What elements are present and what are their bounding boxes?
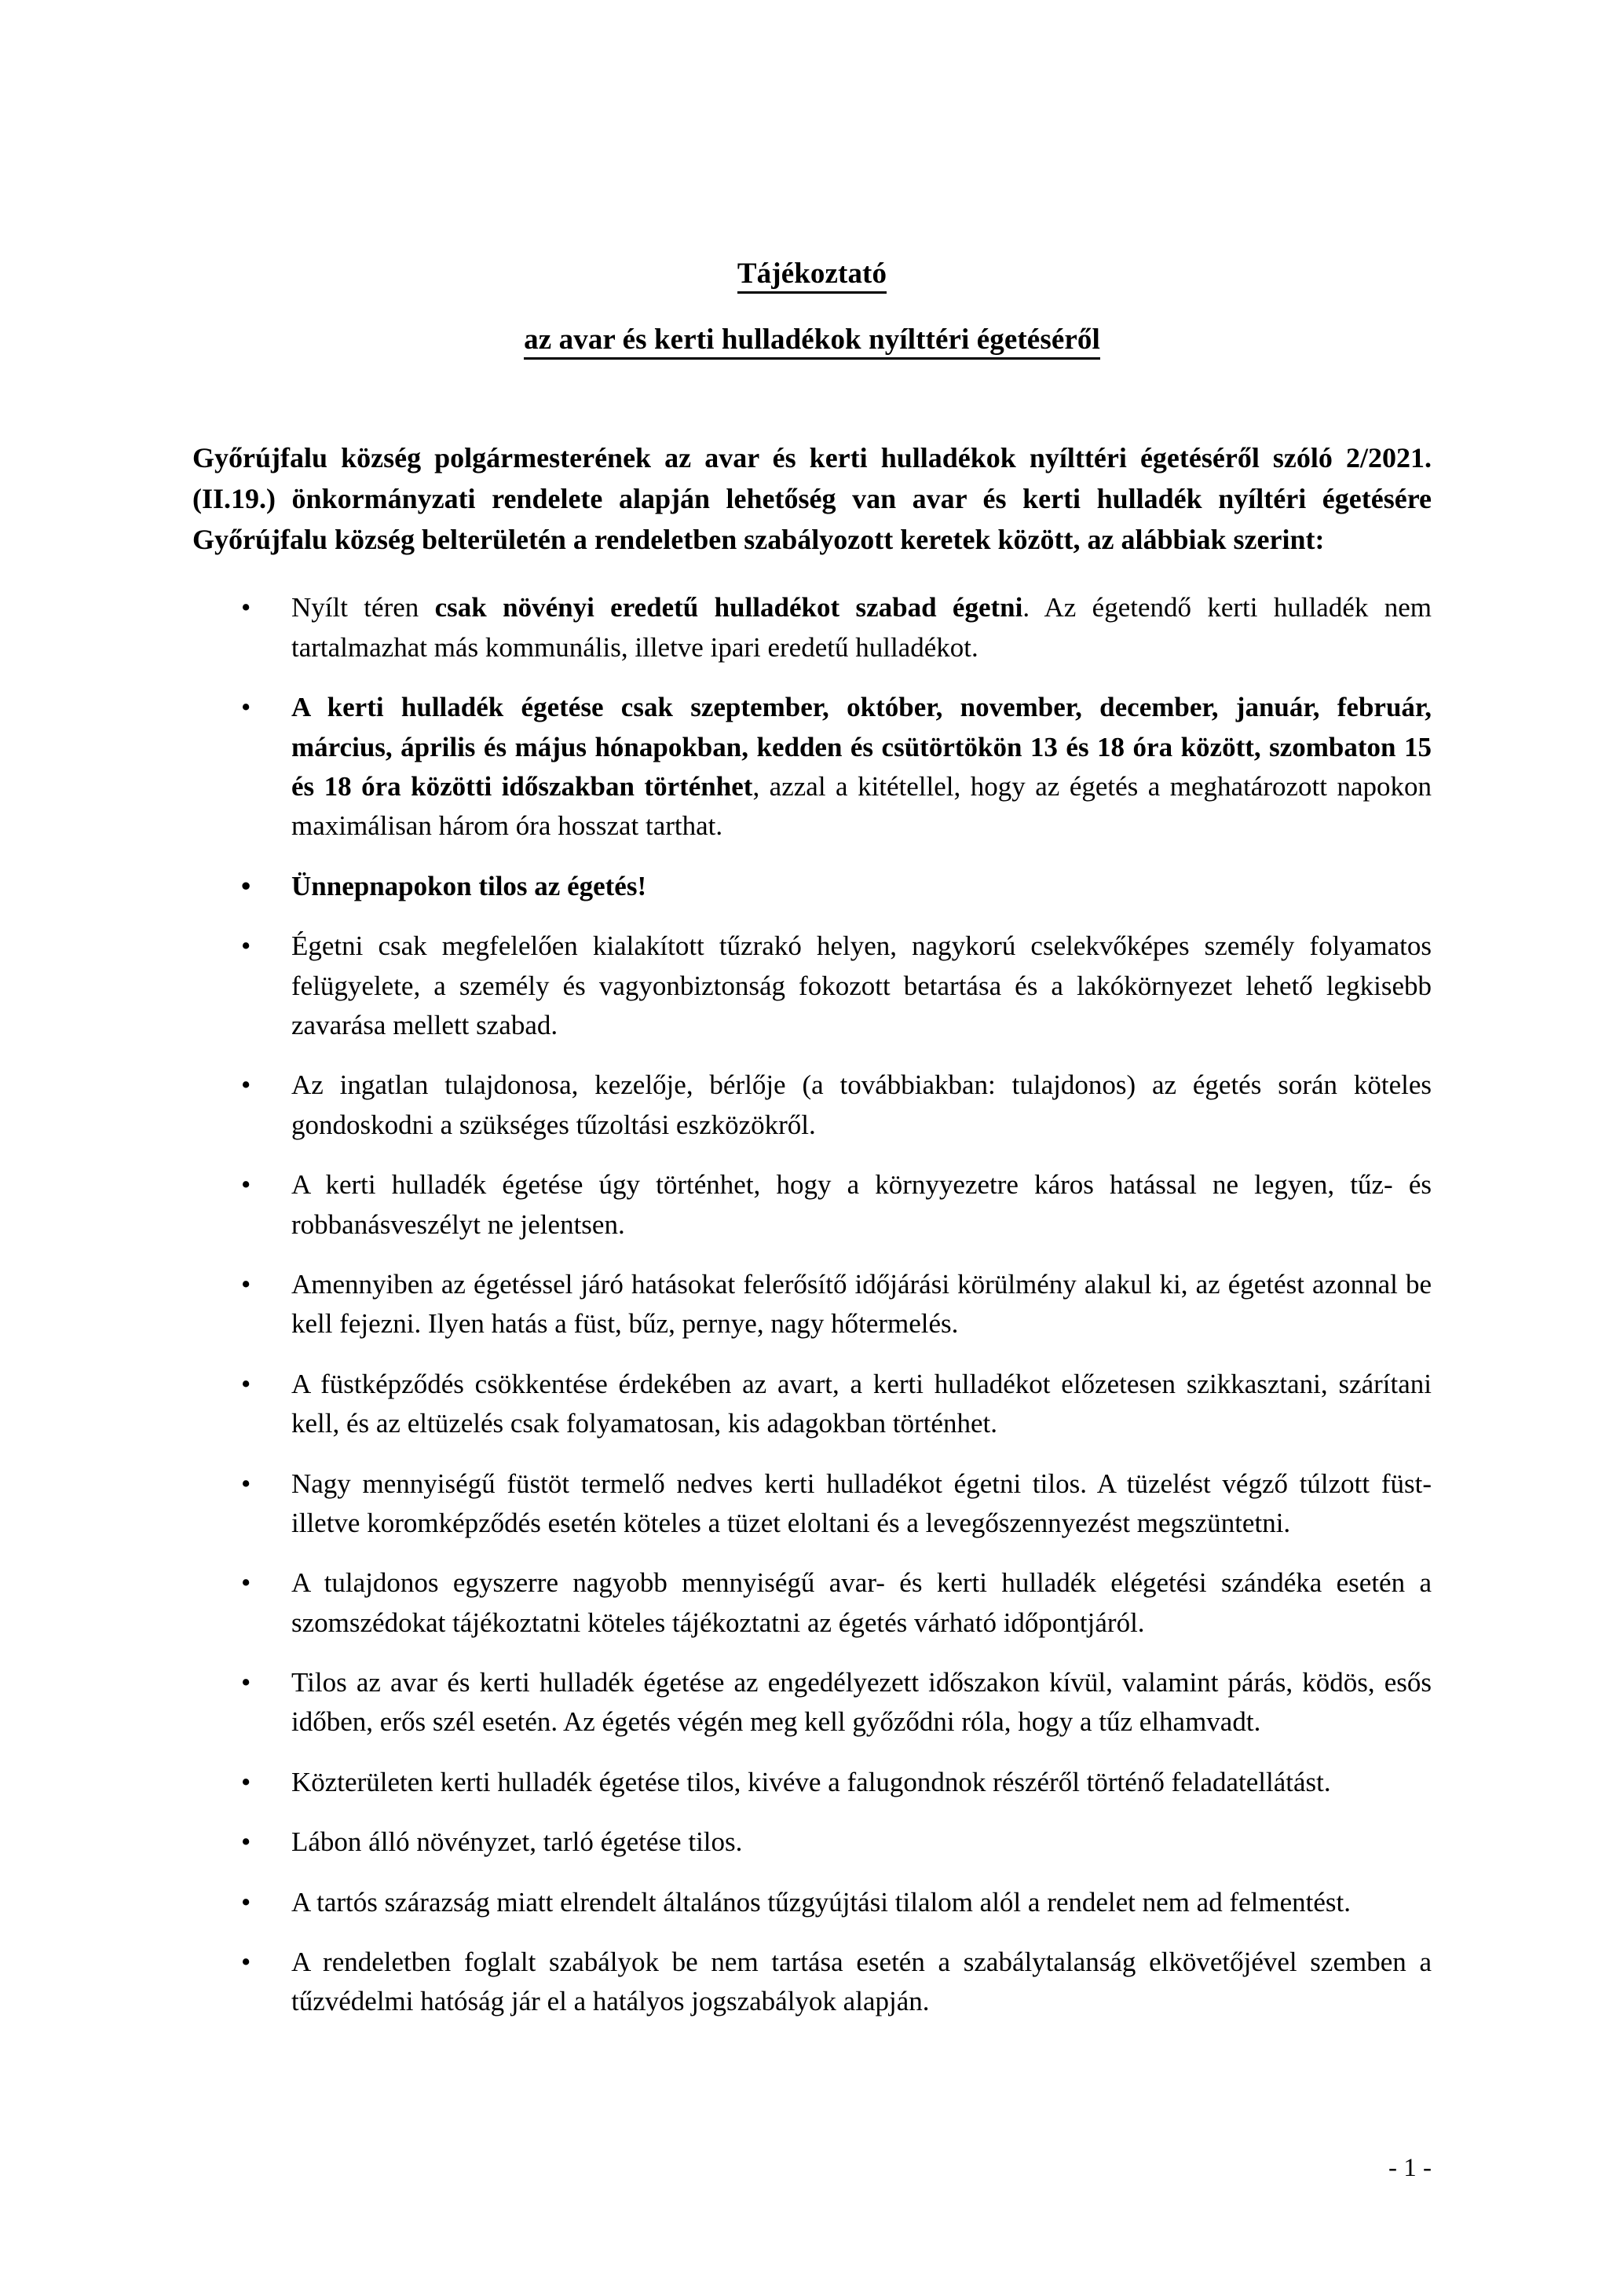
page-number: - 1 - xyxy=(1388,2154,1432,2182)
list-item xyxy=(192,588,1432,667)
bullet-marker-icon: • xyxy=(241,1886,251,1918)
document-title xyxy=(192,259,1432,294)
list-item-text-lead: A rendeletben foglalt szabályok be nem tartása esetén a szabálytalanság elkövetőjével szemben a tűzvédelmi hatóság jár el a hatályos jogszabályok alapján. xyxy=(291,1947,1432,2017)
list-item xyxy=(192,1943,1432,2022)
list-item xyxy=(192,1165,1432,1245)
list-item xyxy=(192,927,1432,1045)
list-item xyxy=(192,1823,1432,1862)
list-item-text xyxy=(291,1767,1331,1797)
rules-bullet-list xyxy=(192,588,1432,2021)
bullet-marker-icon: • xyxy=(241,930,251,962)
bullet-marker-icon: • xyxy=(241,1468,251,1499)
list-item xyxy=(192,1365,1432,1444)
list-item-text-lead: Közterületen kerti hulladék égetése tilos, kivéve a falugondnok részéről történő feladatellátást. xyxy=(291,1766,1331,1797)
list-item-text-lead: Tilos az avar és kerti hulladék égetése az engedélyezett időszakon kívül, valamint párás, ködös, esős időben, erős szél esetén. Az égetés végén meg kell győződni róla, hogy a tűz elhamvadt. xyxy=(291,1667,1432,1738)
list-item-text-emphasis: Ünnepnapokon tilos az égetés! xyxy=(291,870,647,901)
document-subtitle xyxy=(192,325,1432,360)
list-item-text-emphasis: A kerti hulladék égetése csak szeptember, október, november, december, január, február, március, április és május hónapokban, kedden és csütörtökön 13 és 18 óra között, szombaton 15 és 18 óra közötti időszakban történhet xyxy=(291,692,1432,803)
bullet-marker-icon: • xyxy=(241,870,251,901)
list-item-text-lead: Amennyiben az égetéssel járó hatásokat felerősítő időjárási körülmény alakul ki, az égetést azonnal be kell fejezni. Ilyen hatás a füst, bűz, pernye, nagy hőtermelés. xyxy=(291,1268,1432,1340)
list-item-text xyxy=(291,1567,1432,1637)
list-item-text xyxy=(291,1169,1432,1239)
bullet-marker-icon: • xyxy=(241,592,251,623)
list-item-text-lead: Nyílt téren xyxy=(291,592,435,623)
list-item-text-lead: A tartós szárazság miatt elrendelt általános tűzgyújtási tilalom alól a rendelet nem ad felmentést. xyxy=(291,1886,1351,1918)
list-item xyxy=(192,1066,1432,1145)
list-item-text xyxy=(291,1947,1432,2016)
page-footer xyxy=(192,2153,1432,2184)
list-item xyxy=(192,1265,1432,1344)
title-block xyxy=(192,0,1432,360)
bullet-marker-icon: • xyxy=(241,1766,251,1797)
list-item-text-tail: . Az égetendő kerti hulladék nem tartalmazhat más kommunális, illetve ipari eredetű hulladékot. xyxy=(291,592,1432,663)
list-item xyxy=(192,1563,1432,1643)
list-item xyxy=(192,688,1432,846)
list-item-text xyxy=(291,692,1432,841)
bullet-marker-icon: • xyxy=(241,1567,251,1599)
list-item xyxy=(192,1663,1432,1742)
list-item-text-lead: Égetni csak megfelelően kialakított tűzrakó helyen, nagykorú cselekvőképes személy folyamatos felügyelete, a személy és vagyonbiztonság fokozott betartása és a lakókörnyezet lehető legkisebb zavarása mellett szabad. xyxy=(291,930,1432,1040)
document-subtitle-text: az avar és kerti hulladékok nyílttéri égetéséről xyxy=(524,325,1100,360)
bullet-marker-icon: • xyxy=(241,1826,251,1858)
list-item xyxy=(192,1883,1432,1922)
bullet-marker-icon: • xyxy=(241,1368,251,1399)
list-item-text xyxy=(291,1369,1432,1439)
document-body xyxy=(192,0,1432,2022)
list-item-text xyxy=(291,930,1432,1040)
document-title-text: Tájékoztató xyxy=(737,259,887,294)
list-item-text-lead: A füstképződés csökkentése érdekében az avart, a kerti hulladékot előzetesen szikkasztani, szárítani kell, és az eltüzelés csak folyamatosan, kis adagokban történhet. xyxy=(291,1368,1432,1439)
list-item-text xyxy=(291,871,646,901)
bullet-marker-icon: • xyxy=(241,1169,251,1201)
list-item-text xyxy=(291,1826,742,1857)
list-item-text-tail: , azzal a kitétellel, hogy az égetés a meghatározott napokon maximálisan három óra hosszat tarthat. xyxy=(291,771,1432,842)
list-item xyxy=(192,1464,1432,1544)
list-item-text-lead: A tulajdonos egyszerre nagyobb mennyiségű avar- és kerti hulladék elégetési szándéka esetén a szomszédokat tájékoztatni köteles tájékoztatni az égetés várható időpontjáról. xyxy=(291,1567,1432,1638)
list-item-text-emphasis: csak növényi eredetű hulladékot szabad égetni xyxy=(434,592,1023,623)
list-item-text xyxy=(291,592,1432,662)
bullet-marker-icon: • xyxy=(241,692,251,723)
list-item-text-lead: Az ingatlan tulajdonosa, kezelője, bérlője (a továbbiakban: tulajdonos) az égetés során köteles gondoskodni a szükséges tűzoltási eszközökről. xyxy=(291,1069,1432,1140)
list-item-text xyxy=(291,1269,1432,1339)
list-item-text-lead: Lábon álló növényzet, tarló égetése tilos. xyxy=(291,1826,743,1858)
list-item-text xyxy=(291,1667,1432,1737)
list-item-text-lead: A kerti hulladék égetése úgy történhet, hogy a környyezetre káros hatással ne legyen, tűz- és robbanásveszélyt ne jelentsen. xyxy=(291,1169,1432,1240)
intro-paragraph: Győrújfalu község polgármesterének az avar és kerti hulladékok nyílttéri égetéséről szóló 2/2021. (II.19.) önkormányzati rendelete alapján lehetőség van avar és kerti hulladék nyíltéri égetésére Győrújfalu község belterületén a rendeletben szabályozott keretek között, az alábbiak szerint: xyxy=(192,442,1432,555)
list-item-text xyxy=(291,1887,1351,1918)
bullet-marker-icon: • xyxy=(241,1667,251,1698)
bullet-marker-icon: • xyxy=(241,1069,251,1101)
list-item-text-lead: Nagy mennyiségű füstöt termelő nedves kerti hulladékot égetni tilos. A tüzelést végző túlzott füst- illetve koromképződés esetén köteles a tüzet eloltani és a levegőszennyezést megszüntetni. xyxy=(291,1468,1432,1538)
bullet-marker-icon: • xyxy=(241,1268,251,1300)
bullet-marker-icon: • xyxy=(241,1947,251,1978)
list-item-text xyxy=(291,1069,1432,1139)
list-item xyxy=(192,1763,1432,1802)
list-item xyxy=(192,867,1432,906)
list-item-text xyxy=(291,1468,1432,1538)
